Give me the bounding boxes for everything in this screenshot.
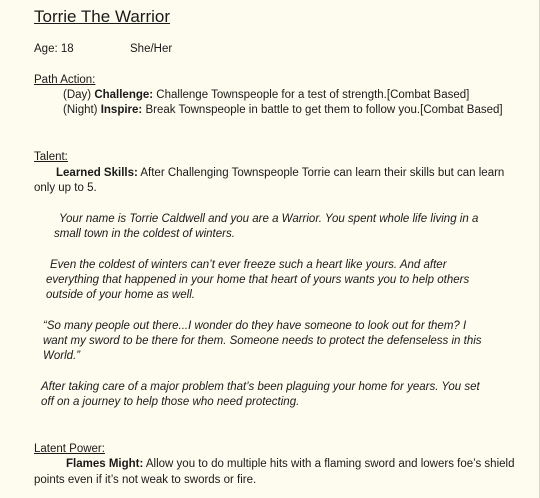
path-action-night	[63, 104, 503, 116]
talent-label: Learned Skills:	[56, 167, 138, 179]
story-p2-line2: everything that happened in your home that heart of yours wants you to help others	[46, 274, 470, 286]
story-p4-line2: off on a journey to help those who need protecting.	[41, 396, 300, 408]
latent-power-label: Flames Might:	[66, 458, 144, 470]
day-prefix: (Day)	[63, 89, 95, 101]
talent-line-2: only up to 5.	[34, 182, 97, 194]
story-p2-line1: Even the coldest of winters can’t ever freeze such a heart like yours. And after	[50, 259, 447, 271]
path-action-heading: Path Action:	[34, 74, 96, 86]
talent-text-1: After Challenging Townspeople Torrie can learn their skills but can learn	[137, 167, 505, 179]
night-label: Inspire:	[100, 104, 143, 116]
day-label: Challenge:	[94, 89, 154, 101]
story-p3-line2: want my sword to be there for them. Someone needs to protect the defenseless in this	[43, 335, 482, 347]
talent-line-1	[56, 167, 504, 179]
latent-power-heading: Latent Power:	[34, 443, 105, 455]
story-p3-line3: World.”	[43, 350, 81, 362]
path-action-day	[63, 89, 469, 101]
story-p3-line1: “So many people out there...I wonder do they have someone to look out for them? I	[43, 320, 467, 332]
latent-power-line-2: points even if it’s not weak to swords or fire.	[34, 474, 257, 486]
story-p1-line1: Your name is Torrie Caldwell and you are a Warrior. You spent whole life living in a	[59, 213, 479, 225]
age-text: Age: 18	[34, 43, 74, 55]
latent-power-line-1	[66, 458, 514, 470]
page-title: Torrie The Warrior	[34, 7, 171, 26]
story-p1-line2: small town in the coldest of winters.	[54, 228, 235, 240]
pronouns-text: She/Her	[130, 43, 173, 55]
story-p4-line1: After taking care of a major problem that’s been plaguing your home for years. You set	[41, 381, 480, 393]
latent-power-text-1: Allow you to do multiple hits with a flaming sword and lowers foe’s shield	[143, 458, 515, 470]
day-text: Challenge Townspeople for a test of strength.[Combat Based]	[153, 89, 470, 101]
night-prefix: (Night)	[63, 104, 101, 116]
talent-heading: Talent:	[34, 151, 68, 163]
story-p2-line3: outside of your home as well.	[46, 289, 195, 301]
night-text: Break Townspeople in battle to get them to follow you.[Combat Based]	[142, 104, 503, 116]
